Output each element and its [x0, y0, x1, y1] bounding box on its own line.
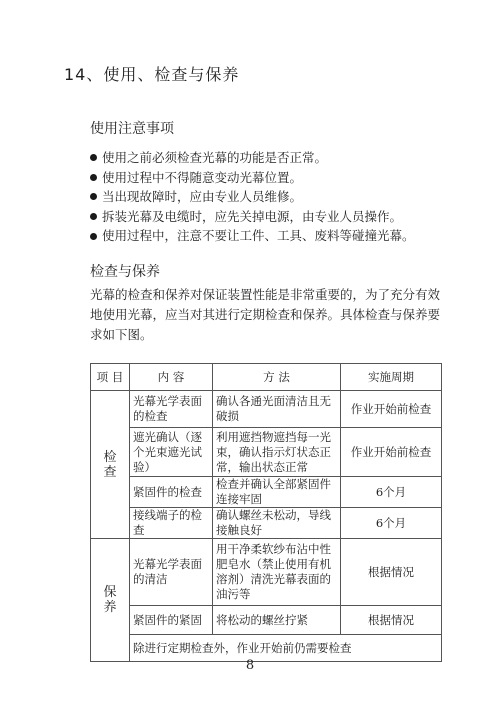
header-method: 方 法 [213, 364, 341, 391]
header-content: 内 容 [130, 364, 213, 391]
table-row [91, 428, 442, 477]
bullet-text: 使用过程中，注意不要让工件、工具、废料等碰撞光幕。 [102, 228, 415, 244]
category-maintenance [91, 539, 130, 662]
category-char: 检 [103, 449, 117, 465]
chapter-title: 14、使用、检查与保养 [64, 65, 240, 84]
maintenance-table [90, 363, 442, 662]
category-inspection [91, 391, 130, 539]
cell-method: 利用遮挡物遮挡每一光束，确认指示灯状态正常，输出状态正常 [213, 428, 341, 477]
maintenance-intro-paragraph: 光幕的检查和保养对保证装置性能是非常重要的，为了充分有效地使用光幕，应当对其进行定期检查和保养。具体检查与保养要求如下图。 [90, 287, 441, 342]
header-item: 项 目 [91, 364, 130, 391]
cell-period: 作业开始前检查 [341, 391, 442, 428]
category-char: 查 [103, 464, 117, 480]
cell-method: 用干净柔软纱布沾中性肥皂水（禁止使用有机溶剂）清洗光幕表面的油污等 [213, 539, 341, 606]
cell-period: 6个月 [341, 508, 442, 539]
usage-section-title: 使用注意事项 [90, 121, 174, 137]
cell-content: 遮光确认（逐个光束遮光试验） [130, 428, 213, 477]
list-item [90, 187, 415, 207]
cell-period: 根据情况 [341, 539, 442, 606]
cell-method: 将松动的螺丝拧紧 [213, 606, 341, 635]
bullet-icon [90, 233, 97, 240]
list-item [90, 168, 415, 188]
table-row [91, 391, 442, 428]
cell-content: 接线端子的检查 [130, 508, 213, 539]
bullet-text: 使用之前必须检查光幕的功能是否正常。 [102, 150, 328, 165]
maintenance-section-title: 检查与保养 [90, 264, 160, 280]
table-row [91, 477, 442, 508]
list-item [90, 207, 415, 227]
table-row [91, 539, 442, 606]
list-item [90, 226, 415, 246]
cell-method: 确认螺丝未松动，导线接触良好 [213, 508, 341, 539]
cell-content: 紧固件的紧固 [130, 606, 213, 635]
bullet-icon [90, 193, 97, 200]
cell-content: 紧固件的检查 [130, 477, 213, 508]
cell-period: 作业开始前检查 [341, 428, 442, 477]
usage-bullet-list [90, 148, 415, 246]
bullet-text: 使用过程中不得随意变动光幕位置。 [102, 169, 303, 185]
table-footnote: 除进行定期检查外，作业开始前仍需要检查 [130, 635, 442, 662]
cell-content: 光幕光学表面的清洁 [130, 539, 213, 606]
cell-period: 根据情况 [341, 606, 442, 635]
bullet-text: 当出现故障时，应由专业人员维修。 [102, 189, 303, 205]
cell-content: 光幕光学表面的检查 [130, 391, 213, 428]
bullet-icon [90, 174, 97, 181]
table-row [91, 508, 442, 539]
cell-method: 检查并确认全部紧固件连接牢固 [213, 477, 341, 508]
category-char: 保 [103, 585, 117, 600]
cell-period: 6个月 [341, 477, 442, 508]
bullet-icon [90, 213, 97, 220]
bullet-icon [90, 154, 97, 161]
page-number: 8 [245, 658, 255, 673]
cell-method: 确认各通光面清洁且无破损 [213, 391, 341, 428]
bullet-text: 拆装光幕及电缆时，应先关掉电源，由专业人员操作。 [102, 208, 403, 224]
table-header-row [91, 364, 442, 391]
list-item [90, 148, 415, 168]
header-period: 实施周期 [341, 364, 442, 391]
category-char: 养 [103, 600, 117, 615]
table-row [91, 606, 442, 635]
